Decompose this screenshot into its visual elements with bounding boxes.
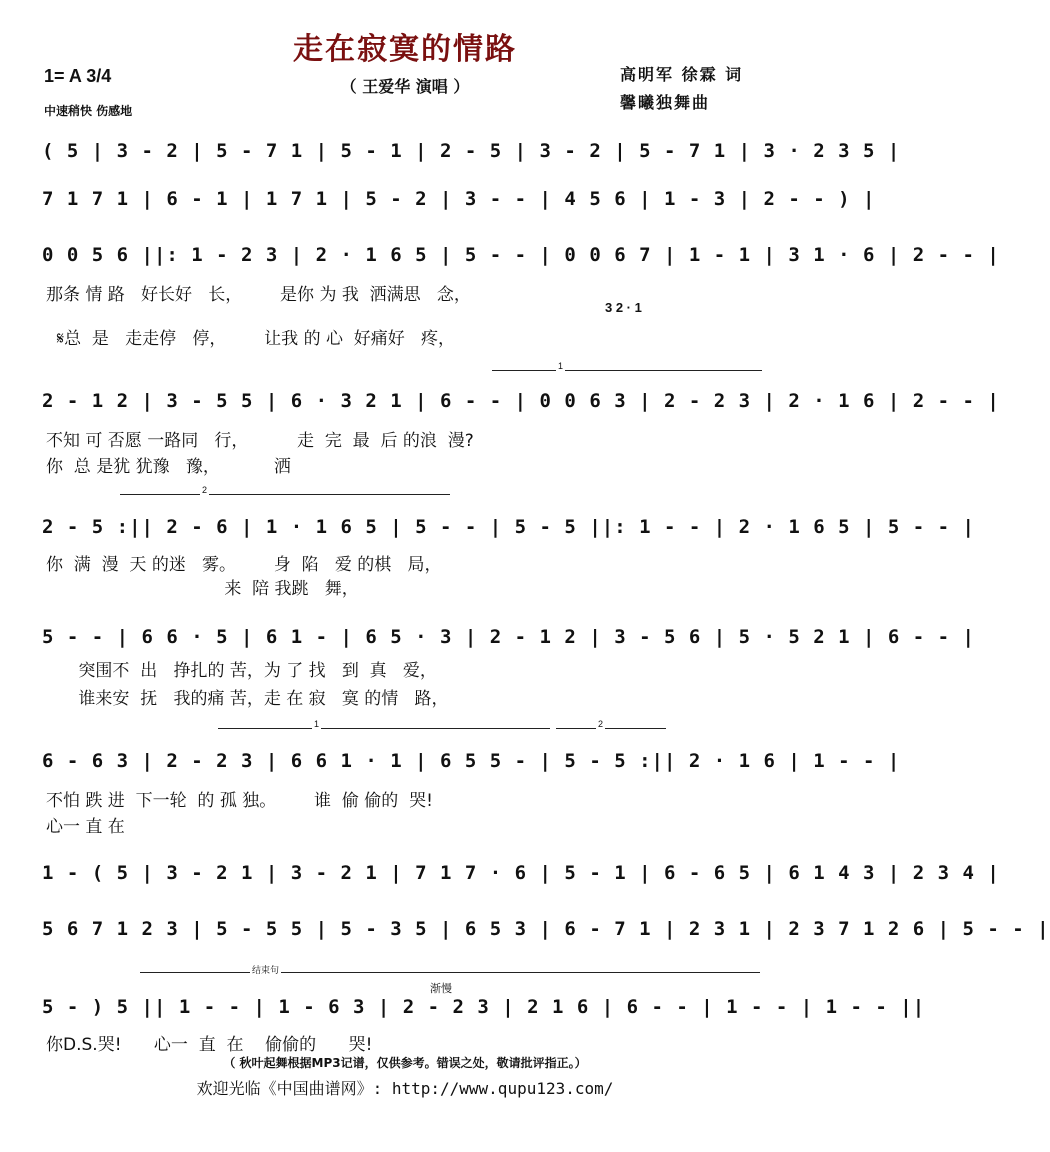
lyric-row-5a: 你 满 漫 天 的迷 雾。 身 陷 爱 的棋 局， (46, 555, 442, 575)
lyric-row-3b: 𝄋总 是 走走停 停， 让我 的 心 好痛好 疼， (46, 329, 456, 349)
lyric-row-7a: 不怕 跌 进 下一轮 的 孤 独。 谁 偷 偷的 哭! (46, 791, 433, 811)
key-signature: 1= A 3/4 (44, 66, 112, 86)
lyric-row-6a: 突围不 出 挣扎的 苦，为 了 找 到 真 爱， (46, 661, 437, 681)
score-row-6: 5 - - | 6 6 · 5 | 6 1 - | 6 5 · 3 | 2 - 1 2 | 3 - 5 6 | 5 · 5 2 1 | 6 - - | (42, 626, 975, 648)
website-link[interactable]: 欢迎光临《中国曲谱网》: http://www.qupu123.com/ (196, 1079, 614, 1098)
score-row-4: 2 - 1 2 | 3 - 5 5 | 6 · 3 2 1 | 6 - - | 0 0 6 3 | 2 - 2 3 | 2 · 1 6 | 2 - - | (42, 390, 1000, 412)
volta-2b-bracket: 2 (556, 728, 666, 729)
volta-2-bracket: 2 (120, 494, 450, 495)
score-row-7: 6 - 6 3 | 2 - 2 3 | 6 6 1 · 1 | 6 5 5 - | 5 - 5 :|| 2 · 1 6 | 1 - - | (42, 750, 901, 772)
score-row-8: 1 - ( 5 | 3 - 2 1 | 3 - 2 1 | 7 1 7 · 6 | 5 - 1 | 6 - 6 5 | 6 1 4 3 | 2 3 4 | (42, 862, 1000, 884)
score-row-2: 7 1 7 1 | 6 - 1 | 1 7 1 | 5 - 2 | 3 - - | 4 5 6 | 1 - 3 | 2 - - ) | (42, 188, 876, 210)
lyric-row-4b: 你 总 是犹 犹豫 豫， 洒 (46, 457, 291, 477)
lyric-row-5b: 来 陪 我跳 舞， (46, 579, 359, 599)
lyricist-credit: 高明军 徐霖 词 (620, 65, 744, 84)
lyric-row-10: 你D.S.哭! 心一 直 在 偷偷的 哭! (46, 1035, 373, 1055)
coda-bracket: 结束句 (140, 972, 760, 973)
composer-credit: 馨曦独舞曲 (620, 93, 711, 112)
score-row-9: 5 6 7 1 2 3 | 5 - 5 5 | 5 - 3 5 | 6 5 3 | 6 - 7 1 | 2 3 1 | 2 3 7 1 2 6 | 5 - - | (42, 918, 1050, 940)
lyric-row-3a: 那条 情 路 好长好 长， 是你 为 我 洒满思 念， (46, 285, 471, 305)
footnote: （ 秋叶起舞根据MP3记谱，仅供参考。错误之处，敬请批评指正。） (223, 1056, 587, 1070)
tempo-marking: 中速稍快 伤感地 (44, 104, 133, 118)
score-row-1: ( 5 | 3 - 2 | 5 - 7 1 | 5 - 1 | 2 - 5 | 3 - 2 | 5 - 7 1 | 3 · 2 3 5 | (42, 140, 901, 162)
lyric-row-4a: 不知 可 否愿 一路同 行， 走 完 最 后 的浪 漫? (46, 431, 474, 451)
slow-marking: 渐慢 (430, 983, 452, 995)
singer-credit: （ 王爱华 演唱 ） (340, 77, 470, 96)
score-row-5: 2 - 5 :|| 2 - 6 | 1 · 1 6 5 | 5 - - | 5 - 5 ||: 1 - - | 2 · 1 6 5 | 5 - - | (42, 516, 975, 538)
score-row-10: 5 - ) 5 || 1 - - | 1 - 6 3 | 2 - 2 3 | 2 1 6 | 6 - - | 1 - - | 1 - - || (42, 996, 926, 1018)
lyric-row-7b: 心一 直 在 (46, 817, 125, 837)
alt-notes: 3 2 · 1 (605, 300, 642, 315)
volta-1b-bracket: 1 (218, 728, 550, 729)
volta-1-bracket: 1 (492, 370, 762, 371)
song-title: 走在寂寞的情路 (293, 32, 517, 67)
score-row-3: 0 0 5 6 ||: 1 - 2 3 | 2 · 1 6 5 | 5 - - | 0 0 6 7 | 1 - 1 | 3 1 · 6 | 2 - - | (42, 244, 1000, 266)
lyric-row-6b: 谁来安 抚 我的痛 苦，走 在 寂 寞 的情 路， (46, 689, 449, 709)
